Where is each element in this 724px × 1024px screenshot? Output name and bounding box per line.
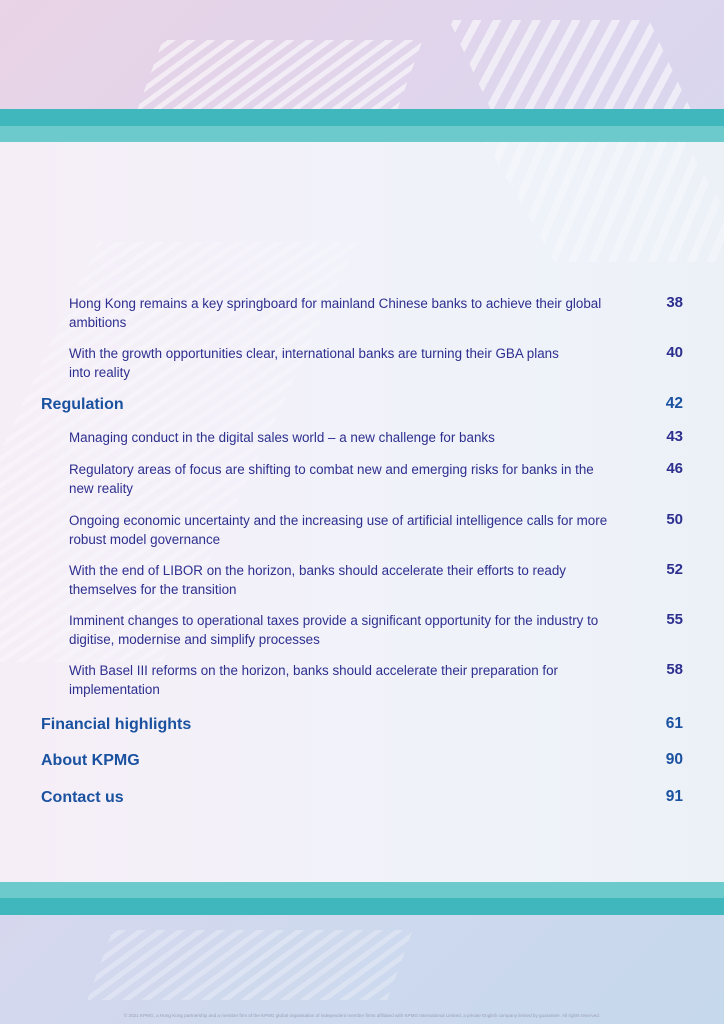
toc-section-title[interactable]: Financial highlights	[41, 716, 192, 733]
toc-entry-title[interactable]: With the growth opportunities clear, international banks are turning their GBA plans into reality	[69, 346, 559, 380]
toc-section-page[interactable]: 61	[665, 715, 683, 732]
toc-entry-title[interactable]: Managing conduct in the digital sales world – a new challenge for banks	[69, 430, 495, 445]
toc-entry-page[interactable]: 50	[666, 511, 683, 528]
toc-entry-page[interactable]: 38	[666, 294, 683, 311]
toc-entry-page[interactable]: 46	[666, 460, 683, 477]
contents-panel	[0, 142, 724, 882]
toc-entry-page[interactable]: 52	[666, 561, 683, 578]
toc-entry-title[interactable]: Regulatory areas of focus are shifting to combat new and emerging risks for banks in the new reality	[69, 462, 594, 496]
toc-entry-page[interactable]: 58	[666, 661, 683, 678]
toc-section-title[interactable]: Regulation	[41, 396, 124, 413]
bottom-teal-band	[0, 882, 724, 915]
toc-entry-page[interactable]: 55	[666, 611, 683, 628]
toc-entry-title[interactable]: Ongoing economic uncertainty and the increasing use of artificial intelligence calls for more robust model governance	[69, 513, 608, 547]
toc-entry-page[interactable]: 40	[666, 344, 683, 361]
toc-section-title[interactable]: About KPMG	[41, 752, 140, 769]
top-teal-band	[0, 109, 724, 142]
toc-section-page[interactable]: 90	[665, 751, 683, 768]
toc-section-page[interactable]: 91	[665, 788, 683, 805]
toc-section-page[interactable]: 42	[665, 395, 683, 412]
toc-entry-title[interactable]: Hong Kong remains a key springboard for mainland Chinese banks to achieve their global ambitions	[69, 296, 602, 330]
toc-entry-title[interactable]: With Basel III reforms on the horizon, banks should accelerate their preparation for implementation	[69, 663, 559, 697]
copyright-footer: © 2021 KPMG, a Hong Kong partnership and a member firm of the KPMG global organisation of independent member firms affiliated with KPMG International Limited, a private English company limited by guarantee. All rights reserved.	[123, 1013, 601, 1018]
toc-entry-title[interactable]: Imminent changes to operational taxes provide a significant opportunity for the industry to digitise, modernise and simplify processes	[69, 613, 599, 647]
background-pattern-top-right	[449, 20, 691, 110]
background-pattern-top	[137, 40, 422, 110]
table-of-contents	[0, 142, 724, 882]
background-pattern-bottom	[87, 930, 412, 1000]
toc-section-title[interactable]: Contact us	[41, 789, 124, 806]
toc-entry-page[interactable]: 43	[666, 428, 683, 445]
toc-entry-title[interactable]: With the end of LIBOR on the horizon, banks should accelerate their efforts to ready themselves for the transition	[69, 563, 566, 597]
